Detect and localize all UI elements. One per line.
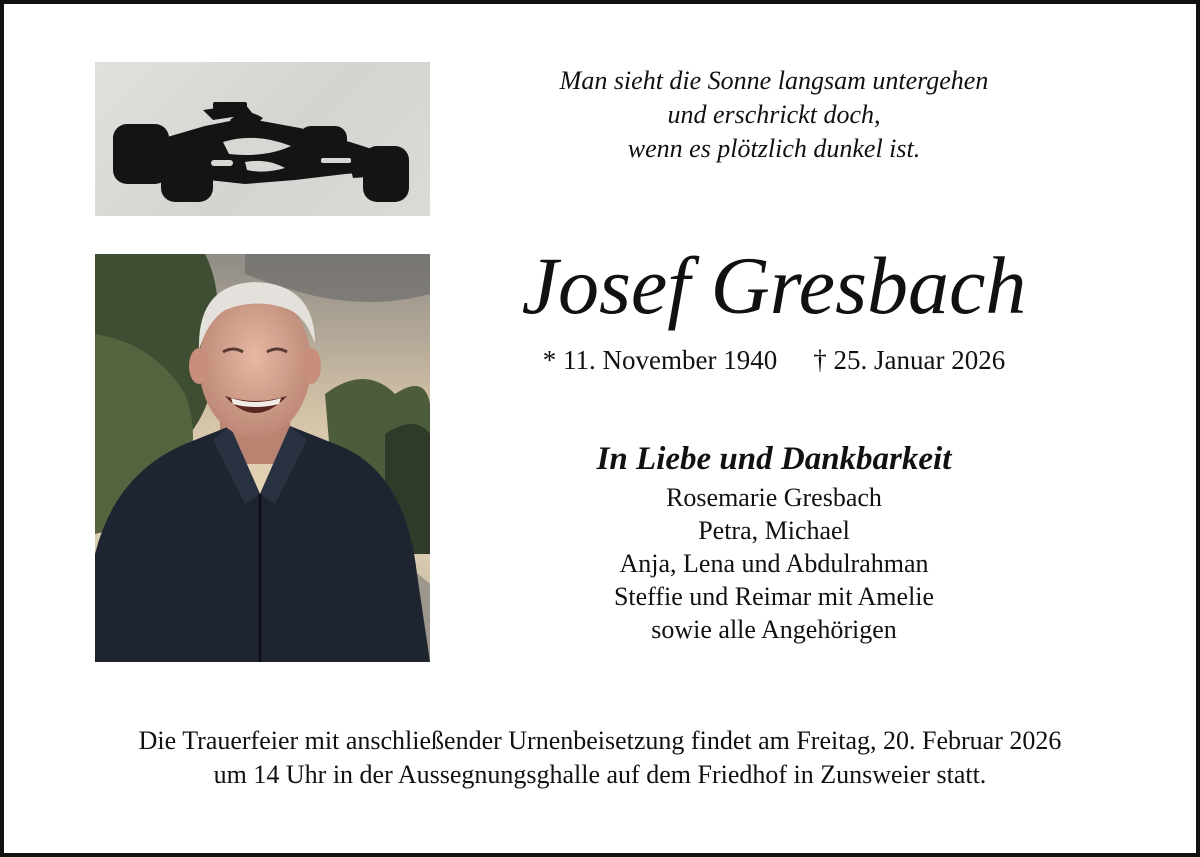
memorial-quote	[474, 64, 1074, 166]
ceremony-line: Die Trauerfeier mit anschließender Urnenbeisetzung findet am Freitag, 20. Februar 2026	[138, 726, 1062, 755]
quote-line: und erschrickt doch,	[667, 100, 881, 129]
mourners-heading: In Liebe und Dankbarkeit	[596, 441, 952, 477]
ceremony-details	[24, 724, 1176, 792]
birth-date: * 11. November 1940	[542, 345, 778, 375]
mourners-list	[474, 481, 1074, 646]
portrait-image	[95, 254, 430, 662]
mourner-line: Petra, Michael	[698, 516, 850, 545]
race-car-icon	[95, 62, 430, 216]
mourner-line: Steffie und Reimar mit Amelie	[613, 582, 935, 611]
quote-line: wenn es plötzlich dunkel ist.	[627, 134, 921, 163]
mourner-line: Rosemarie Gresbach	[666, 483, 882, 512]
mourner-line: sowie alle Angehörigen	[651, 615, 897, 644]
death-date: † 25. Januar 2026	[813, 345, 1006, 375]
life-dates	[474, 342, 1074, 378]
ceremony-line: um 14 Uhr in der Aussegnungsghalle auf dem Friedhof in Zunsweier statt.	[213, 760, 987, 789]
portrait-photo	[95, 254, 430, 662]
race-car-emblem	[95, 62, 430, 216]
deceased-name: Josef Gresbach	[521, 240, 1027, 331]
mourner-line: Anja, Lena und Abdulrahman	[619, 549, 929, 578]
quote-line: Man sieht die Sonne langsam untergehen	[559, 66, 989, 95]
